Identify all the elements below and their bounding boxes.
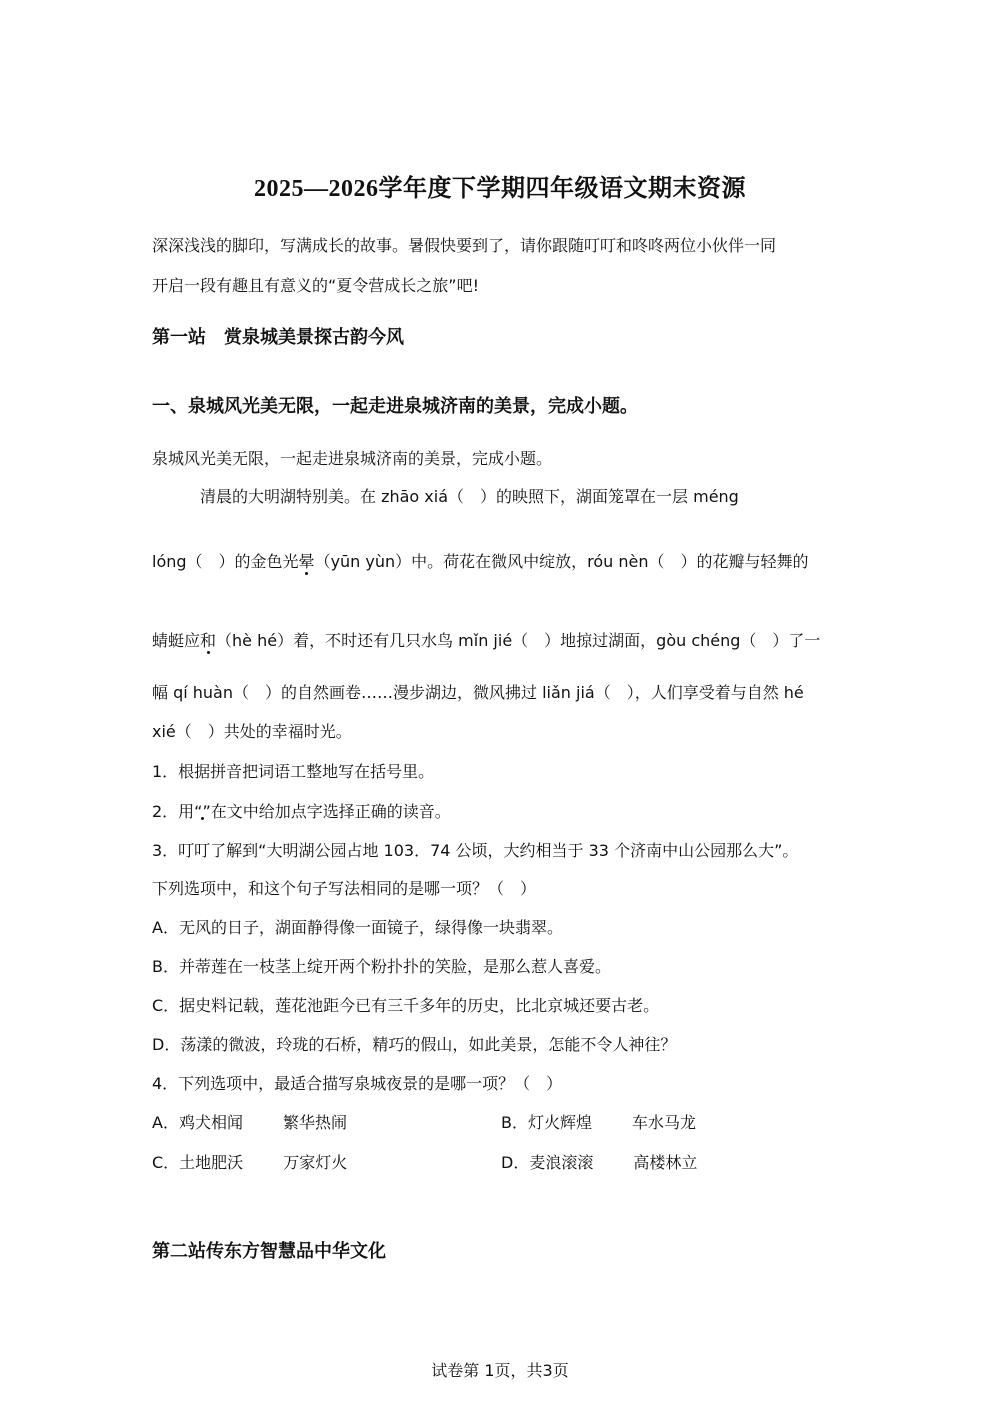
station-1-heading: 第一站 赏泉城美景探古韵今风 (152, 327, 404, 348)
passage-line-3 (152, 628, 820, 651)
q3-option-a: A．无风的日子，湖面静得像一面镜子，绿得像一块翡翠。 (152, 918, 563, 937)
passage-line-3-end: （hè hé）着，不时还有几只水鸟 mǐn jié（ ）地掠过湖面，gòu chéng（ ）了一 (216, 631, 821, 650)
passage-line-4: 幅 qí huàn（ ）的自然画卷……漫步湖边，微风拂过 liǎn jiá（ ），人们享受着与自然 hé (152, 683, 804, 702)
q4-option-d-word-1: D．麦浪滚滚 (501, 1153, 594, 1172)
passage-line-2 (152, 549, 809, 572)
question-2 (152, 799, 451, 822)
q4-option-c-word-1: C．土地肥沃 (152, 1153, 244, 1172)
page-footer: 试卷第 1页，共3页 (431, 1361, 569, 1380)
question-1: 1．根据拼音把词语工整地写在括号里。 (152, 762, 435, 781)
q4-option-a-word-1: A．鸡犬相闻 (152, 1113, 243, 1132)
q4-option-d-word-2: 高楼林立 (633, 1153, 698, 1172)
intro-line-2: 开启一段有趣且有意义的“夏令营成长之旅”吧! (152, 276, 479, 295)
q4-option-b (501, 1110, 696, 1133)
passage-line-2-end: （yūn yùn）中。荷花在微风中绽放，róu nèn（ ）的花瓣与轻舞的 (314, 552, 809, 571)
q4-option-b-word-1: B．灯火辉煌 (501, 1113, 592, 1132)
q3-option-c: C．据史料记载，莲花池距今已有三千多年的历史，比北京城还要古老。 (152, 996, 660, 1015)
intro-line-1: 深深浅浅的脚印，写满成长的故事。暑假快要到了，请你跟随叮叮和咚咚两位小伙伴一同 (152, 236, 777, 255)
dotted-char-yun: 晕 (299, 549, 315, 572)
q4-option-b-word-2: 车水马龙 (631, 1113, 696, 1132)
q4-option-c-word-2: 万家灯火 (283, 1153, 348, 1172)
question-2-start: 2．用“ (152, 802, 203, 821)
dotted-char-he: 和 (200, 628, 216, 651)
question-2-end: ”在文中给加点字选择正确的读音。 (202, 802, 451, 821)
passage-line-5: xié（ ）共处的幸福时光。 (152, 722, 352, 741)
question-3-line-1: 3．叮叮了解到“大明湖公园占地 103．74 公顷，大约相当于 33 个济南中山公园那么大”。 (152, 841, 799, 860)
q4-option-c (152, 1150, 347, 1173)
section-1-heading: 一、泉城风光美无限，一起走进泉城济南的美景，完成小题。 (152, 396, 638, 417)
question-3-line-2: 下列选项中，和这个句子写法相同的是哪一项？（ ） (152, 879, 537, 898)
station-2-heading: 第二站传东方智慧品中华文化 (152, 1241, 386, 1262)
page-title: 2025—2026学年度下学期四年级语文期末资源 (254, 176, 746, 202)
question-4-stem: 4．下列选项中，最适合描写泉城夜景的是哪一项？（ ） (152, 1074, 563, 1093)
q4-option-a-word-2: 繁华热闹 (282, 1113, 347, 1132)
q3-option-b: B．并蒂莲在一枝茎上绽开两个粉扑扑的笑脸，是那么惹人喜爱。 (152, 957, 611, 976)
q4-option-a (152, 1110, 347, 1133)
passage-line-3-start: 蜻蜓应 (152, 631, 201, 650)
passage-line-2-start: lóng（ ）的金色光 (152, 552, 299, 571)
q3-option-d: D．荡漾的微波，玲珑的石桥，精巧的假山，如此美景，怎能不令人神往？ (152, 1035, 677, 1054)
passage-line-1: 清晨的大明湖特别美。在 zhāo xiá（ ）的映照下，湖面笼罩在一层 méng (200, 487, 739, 506)
q4-option-d (501, 1150, 697, 1173)
section-1-subtitle: 泉城风光美无限，一起走进泉城济南的美景，完成小题。 (152, 449, 553, 468)
